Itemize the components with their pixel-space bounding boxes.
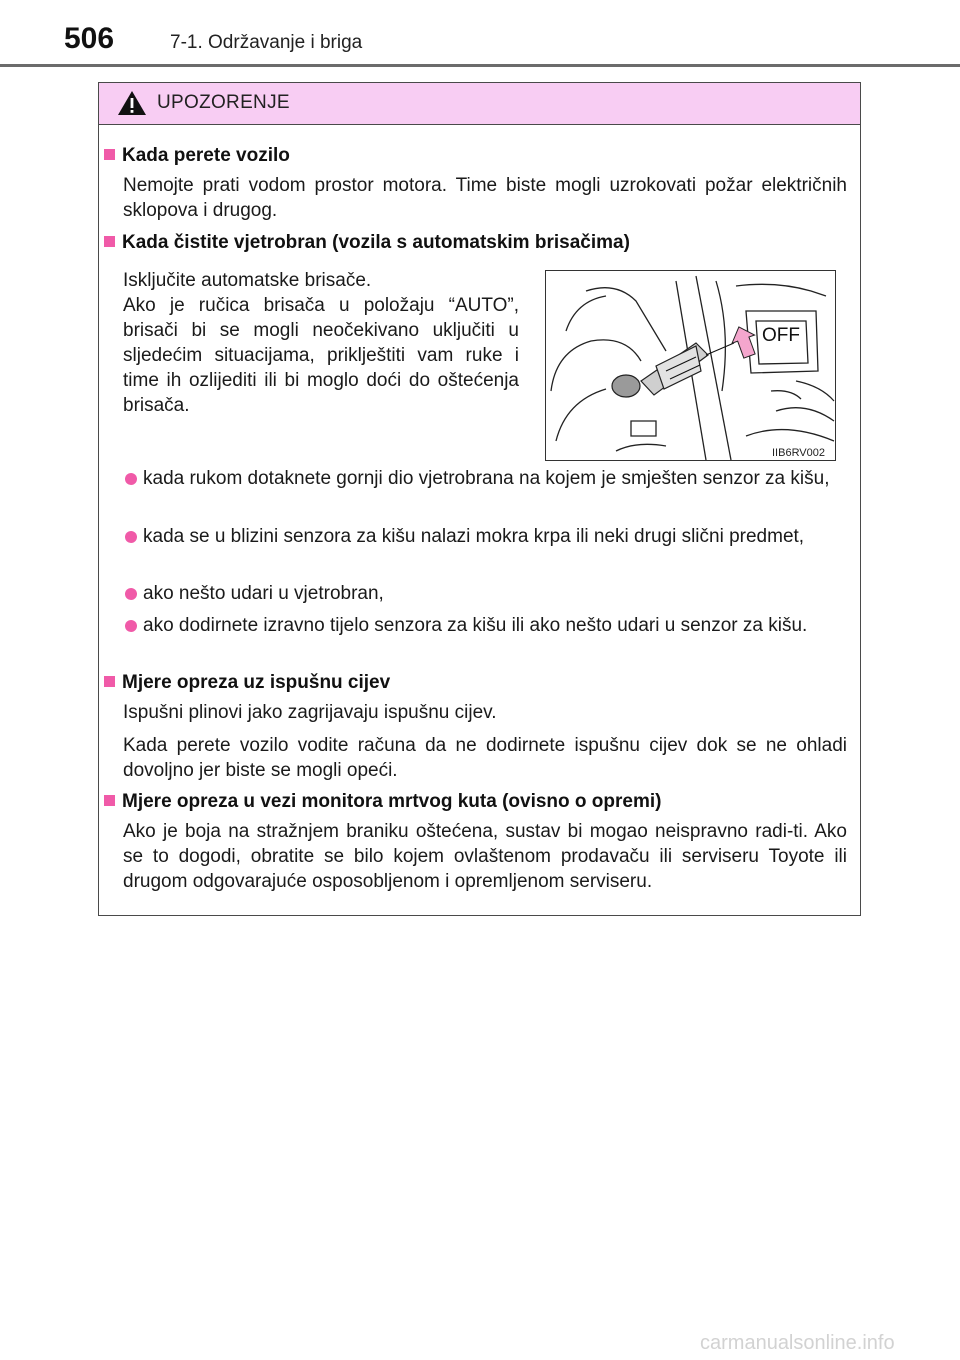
bullet-item: ako nešto udari u vjetrobran, [143,583,384,604]
paragraph-washing: Nemojte prati vodom prostor motora. Time biste mogli uzrokovati požar električnih sklopova i drugog. [123,175,847,221]
round-bullet-icon [125,620,137,632]
square-bullet-icon [104,795,115,806]
round-bullet-icon [125,588,137,600]
bullet-item: ako dodirnete izravno tijelo senzora za kišu ili ako nešto udari u senzor za kišu. [143,615,808,636]
section-heading-windshield [104,232,630,254]
paragraph-exhaust-care: Kada perete vozilo vodite računa da ne dodirnete ispušnu cijev dok se ne ohladi dovoljno jer biste se mogli opeći. [123,735,847,781]
round-bullet-icon [125,473,137,485]
square-bullet-icon [104,149,115,160]
section-heading-exhaust [104,672,390,694]
image-code: IIB6RV002 [772,447,826,459]
heading-text: Mjere opreza u vezi monitora mrtvog kuta (ovisno o opremi) [122,791,662,812]
paragraph-blind-spot: Ako je boja na stražnjem braniku oštećena, sustav bi mogao neispravno radi-ti. Ako se to dogodi, obratite se bilo kojem ovlaštenom prodavaču ili serviseru Toyote ili drugom odgovarajuće osposobljenom i opremljenom serviseru. [123,821,847,892]
off-callout: OFF [762,325,800,346]
section-heading-blind-spot [104,791,661,813]
warning-label: UPOZORENJE [157,92,290,113]
wiper-lever-drawing [546,271,835,460]
heading-text: Mjere opreza uz ispušnu cijev [122,672,391,693]
paragraph-wiper-off: Isključite automatske brisače. [123,270,372,291]
warning-header [99,83,860,125]
page-header [0,0,960,66]
round-bullet-icon [125,531,137,543]
section-title: 7-1. Održavanje i briga [170,32,363,53]
bullet-item: kada se u blizini senzora za kišu nalazi mokra krpa ili neki drugi slični predmet, [143,526,805,547]
section-heading-washing [104,145,290,167]
page-number: 506 [64,22,115,55]
warning-triangle-icon [117,89,147,117]
paragraph-exhaust-hot: Ispušni plinovi jako zagrijavaju ispušnu cijev. [123,702,497,723]
watermark: carmanualsonline.info [700,1332,895,1354]
heading-text: Kada perete vozilo [122,145,290,166]
bullet-item: kada rukom dotaknete gornji dio vjetrobrana na kojem je smješten senzor za kišu, [143,468,830,489]
heading-text: Kada čistite vjetrobran (vozila s automatskim brisačima) [122,232,630,253]
square-bullet-icon [104,676,115,687]
square-bullet-icon [104,236,115,247]
paragraph-wiper-auto: Ako je ručica brisača u položaju “AUTO”, brisači bi se mogli neočekivano uključiti u sljedećim situacijama, priklještiti vam ruke i time ih ozlijediti ili bi moglo doći do oštećenja brisača. [123,295,519,416]
wiper-lever-illustration [545,270,836,461]
header-rule [0,64,960,67]
